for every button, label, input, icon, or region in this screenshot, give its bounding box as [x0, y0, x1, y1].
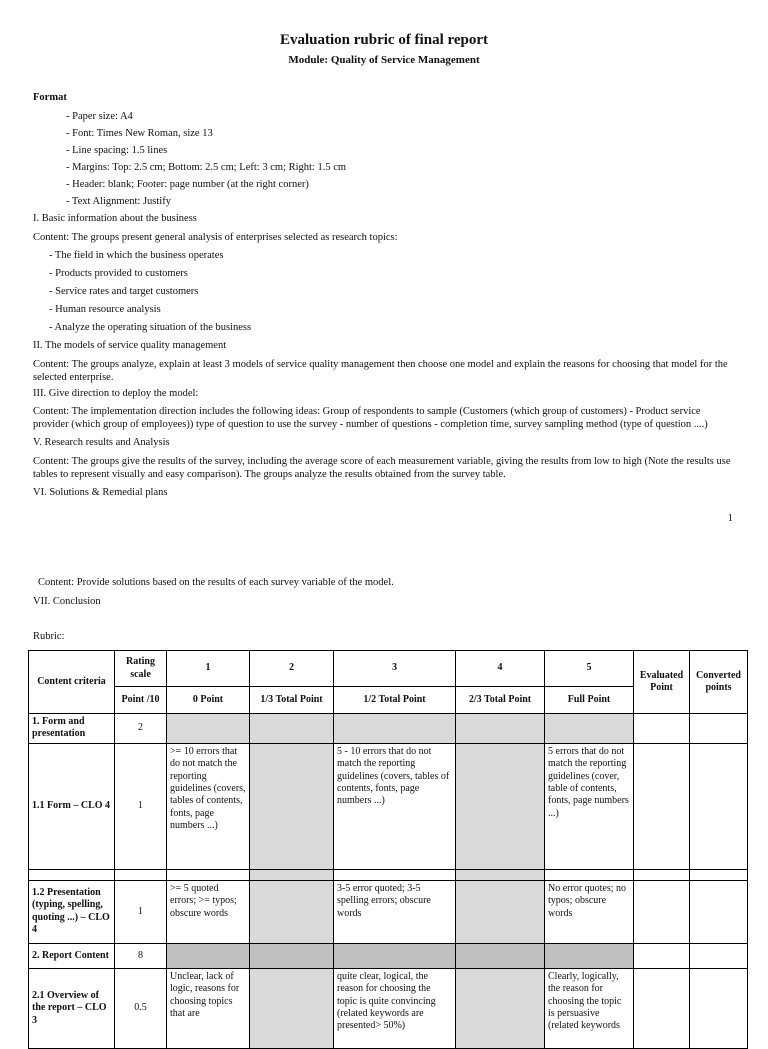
criteria-cell: 1.2 Presentation (typing, spelling, quoting ...) – CLO 4: [29, 880, 115, 943]
empty-cell: [456, 869, 545, 880]
empty-cell: [634, 869, 690, 880]
section-content: Content: The groups give the results of the survey, including the average score of each measurement variable, giving the results from low to high (Note the results use tables to represent visually and easy comparison). The groups analyze the results obtained from the survey table.: [33, 456, 731, 480]
evaluated-cell: [634, 714, 690, 744]
format-item: - Line spacing: 1.5 lines: [66, 145, 168, 156]
converted-cell: [690, 968, 748, 1048]
empty-cell: [456, 714, 545, 744]
empty-cell: [334, 714, 456, 744]
criteria-cell: 2.1 Overview of the report – CLO 3: [29, 968, 115, 1048]
list-item: - Analyze the operating situation of the business: [49, 322, 252, 333]
table-row: [29, 943, 748, 968]
empty-cell: [456, 943, 545, 968]
header-0-point: 0 Point: [167, 687, 250, 714]
rubric-half-point-cell: 3-5 error quoted; 3-5 spelling errors; obscure words: [334, 880, 456, 943]
empty-cell: [250, 869, 334, 880]
empty-cell: [167, 943, 250, 968]
empty-cell: [167, 714, 250, 744]
list-item: - Service rates and target customers: [49, 286, 199, 297]
empty-cell: [545, 714, 634, 744]
point-cell: 1: [115, 743, 167, 869]
page-number: 1: [727, 513, 733, 524]
table-row: [29, 968, 748, 1048]
header-rating-scale: Rating scale: [115, 651, 167, 687]
header-content-criteria: Content criteria: [29, 651, 115, 714]
header-level-2: 2: [250, 651, 334, 687]
format-item: - Margins: Top: 2.5 cm; Bottom: 2.5 cm; Left: 3 cm; Right: 1.5 cm: [66, 162, 347, 173]
empty-cell: [334, 943, 456, 968]
point-cell: 0.5: [115, 968, 167, 1048]
header-full-point: Full Point: [545, 687, 634, 714]
format-item: - Font: Times New Roman, size 13: [66, 128, 213, 139]
table-row: [29, 743, 748, 869]
header-converted-points: Converted points: [690, 651, 748, 714]
section-heading: I. Basic information about the business: [33, 213, 197, 224]
table-row: [29, 869, 748, 880]
rubric-half-point-cell: 5 - 10 errors that do not match the reporting guidelines (covers, tables of contents, fonts, page numbers ...): [334, 743, 456, 869]
page-break: [0, 535, 768, 536]
rubric-full-point-cell: No error quotes; no typos; obscure words: [545, 880, 634, 943]
header-one-third-point: 1/3 Total Point: [250, 687, 334, 714]
format-item: - Paper size: A4: [66, 111, 133, 122]
empty-cell: [250, 968, 334, 1048]
list-item: - Products provided to customers: [49, 268, 188, 279]
empty-cell: [115, 869, 167, 880]
empty-cell: [456, 968, 545, 1048]
empty-cell: [167, 869, 250, 880]
section-heading: II. The models of service quality management: [33, 340, 227, 351]
evaluated-cell: [634, 880, 690, 943]
converted-cell: [690, 880, 748, 943]
criteria-cell: 1. Form and presentation: [29, 714, 115, 744]
header-level-3: 3: [334, 651, 456, 687]
empty-cell: [250, 880, 334, 943]
section-content: Content: The groups analyze, explain at least 3 models of service quality management then choose one model and explain the reasons for choosing that model for the selected enterprise.: [33, 359, 728, 383]
rubric-header-row: [29, 651, 748, 687]
point-cell: 2: [115, 714, 167, 744]
section-content: Content: The groups present general analysis of enterprises selected as research topics:: [33, 232, 398, 243]
section-heading: VII. Conclusion: [33, 596, 101, 607]
converted-cell: [690, 743, 748, 869]
section-heading: V. Research results and Analysis: [33, 437, 170, 448]
rubric-half-point-cell: quite clear, logical, the reason for choosing the topic is quite convincing (related keywords are presented> 50%): [334, 968, 456, 1048]
rubric-0-point-cell: >= 10 errors that do not match the reporting guidelines (covers, tables of contents, fonts, page numbers ...): [167, 743, 250, 869]
header-level-1: 1: [167, 651, 250, 687]
header-level-4: 4: [456, 651, 545, 687]
empty-cell: [690, 869, 748, 880]
point-cell: 1: [115, 880, 167, 943]
empty-cell: [29, 869, 115, 880]
converted-cell: [690, 714, 748, 744]
criteria-cell: 1.1 Form – CLO 4: [29, 743, 115, 869]
section-heading: VI. Solutions & Remedial plans: [33, 487, 168, 498]
list-item: - Human resource analysis: [49, 304, 161, 315]
header-point-10: Point /10: [115, 687, 167, 714]
empty-cell: [334, 869, 456, 880]
evaluated-cell: [634, 743, 690, 869]
header-half-point: 1/2 Total Point: [334, 687, 456, 714]
rubric-table: [28, 650, 748, 1049]
header-level-5: 5: [545, 651, 634, 687]
empty-cell: [456, 743, 545, 869]
empty-cell: [545, 869, 634, 880]
section-content: Content: The implementation direction includes the following ideas: Group of respondents to sample (Customers (which group of customers) - Product service provider (which group of employees)) type of question to use the survey - number of questions - completion time, survey sampling method (type of question ....): [33, 406, 708, 430]
criteria-cell: 2. Report Content: [29, 943, 115, 968]
evaluated-cell: [634, 968, 690, 1048]
format-item: - Text Alignment: Justify: [66, 196, 171, 207]
table-row: [29, 880, 748, 943]
section-heading: III. Give direction to deploy the model:: [33, 388, 199, 399]
rubric-full-point-cell: Clearly, logically, the reason for choosing the topic is persuasive (related keywords: [545, 968, 634, 1048]
document-subtitle: Module: Quality of Service Management: [288, 54, 480, 66]
rubric-full-point-cell: 5 errors that do not match the reporting guidelines (cover, table of contents, fonts, page numbers ...): [545, 743, 634, 869]
empty-cell: [456, 880, 545, 943]
rubric-0-point-cell: >= 5 quoted errors; >= typos; obscure words: [167, 880, 250, 943]
empty-cell: [250, 743, 334, 869]
rubric-0-point-cell: Unclear, lack of logic, reasons for choosing topics that are: [167, 968, 250, 1048]
point-cell: 8: [115, 943, 167, 968]
table-row: [29, 714, 748, 744]
empty-cell: [545, 943, 634, 968]
rubric-label: Rubric:: [33, 631, 65, 642]
document-title: Evaluation rubric of final report: [279, 32, 489, 48]
format-item: - Header: blank; Footer: page number (at the right corner): [66, 179, 309, 190]
list-item: - The field in which the business operates: [49, 250, 224, 261]
header-two-thirds-point: 2/3 Total Point: [456, 687, 545, 714]
empty-cell: [250, 943, 334, 968]
evaluated-cell: [634, 943, 690, 968]
header-evaluated-point: Evaluated Point: [634, 651, 690, 714]
section-content: Content: Provide solutions based on the results of each survey variable of the model.: [38, 577, 394, 588]
converted-cell: [690, 943, 748, 968]
format-heading: Format: [33, 92, 67, 103]
empty-cell: [250, 714, 334, 744]
